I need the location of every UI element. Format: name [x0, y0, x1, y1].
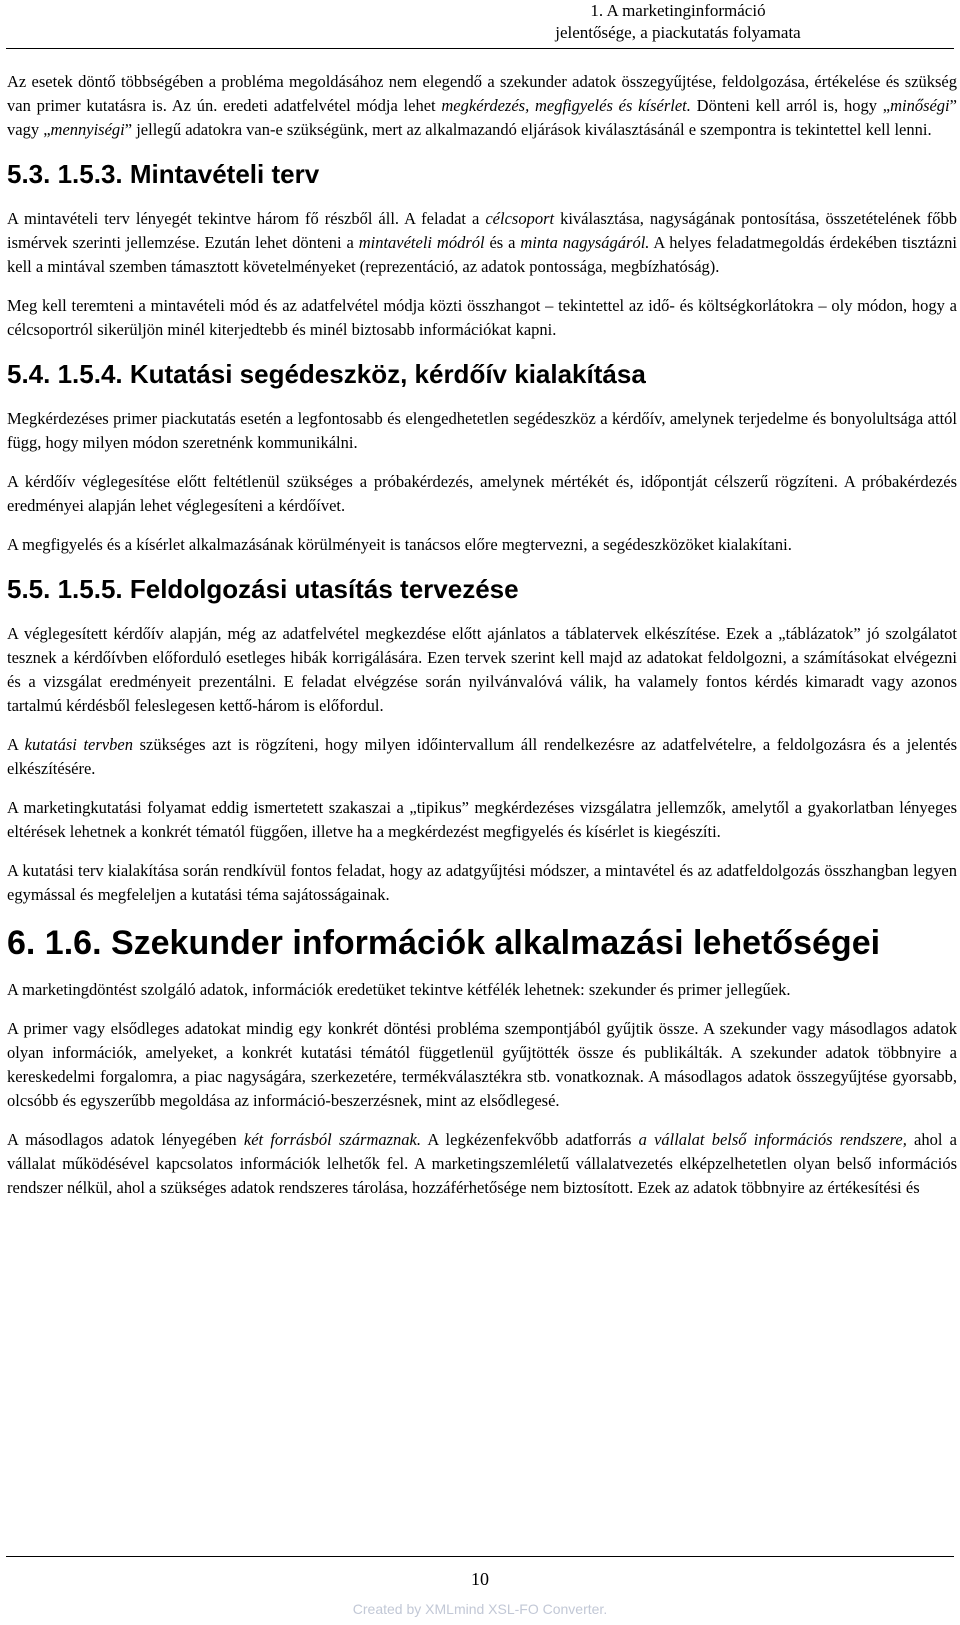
paragraph-szekunder-2: A primer vagy elsődleges adatokat mindig egy konkrét döntési probléma szempontjából gyűjtik össze. A szekunder vagy másodlagos adatok olyan információk, amelyeket, a konkrét kutatási témától függetlenül gyűjtötték össze és publikálták. A szekunder adatok többnyire a kereskedelmi forgalomra, a piac nagyságára, szerkezetére, termékválasztékra stb. vonatkoznak. A másodlagos adatok összegyűjtése gyorsabb, olcsóbb és egyszerűbb megoldása az információ-beszerzésnek, mint az elsődlegesé.: [7, 1019, 957, 1110]
paragraph-feldolgozas-1: A véglegesített kérdőív alapján, még az adatfelvétel megkezdése előtt ajánlatos a táblatervek elkészítése. Ezek a „táblázatok” jó szolgálatot tesznek a kérdőívben előforduló esetleges hibák korrigálására. Ezen tervek szerint kell majd az adatokat feldolgozni, a számításokat elvégezni és a vizsgálat eredményeit prezentálni. E feladat elvégzése során nyilvánvalóvá válik, ha valamely fontos kérdés kimaradt vagy azonos tartalmú kérdésből feleslegesen kettő-három is előfordul.: [7, 624, 957, 715]
text-segment: kiválasztása, nagyságának pontosítása, összetételének főbb ismérvek szerinti jellemzése. Ezután lehet dönteni a: [7, 209, 958, 252]
running-header-line-1: 1. A marketinginformáció: [590, 1, 766, 20]
paragraph-mintaveteli-2: Meg kell teremteni a mintavételi mód és az adatfelvétel módja közti összhangot – tekintettel az idő- és költségkorlátokra – oly módon, hogy a célcsoportról sikerüljön minél kiterjedtebb és minél biztosabb információkat kapni.: [7, 296, 957, 339]
text-segment: és a: [484, 233, 521, 252]
paragraph-feldolgozas-4: A kutatási terv kialakítása során rendkívül fontos feladat, hogy az adatgyűjtési módszer, a mintavétel és az adatfeldolgozás összhangban legyen egymással és megfeleljen a kutatási téma sajátosságainak.: [7, 861, 957, 904]
paragraph-szekunder-1: A marketingdöntést szolgáló adatok, információk eredetüket tekintve kétfélék lehetnek: szekunder és primer jellegűek.: [7, 980, 791, 999]
section-heading-mintaveteli-terv: 5.3. 1.5.3. Mintavételi terv: [7, 159, 320, 189]
chapter-heading-szekunder-informaciok: 6. 1.6. Szekunder információk alkalmazási lehetőségei: [7, 924, 881, 962]
header-rule: [6, 48, 954, 49]
text-segment: ” jellegű adatokra van-e szükségünk, mert az alkalmazandó eljárások kiválasztásánál e szempontra is tekintettel kell lenni.: [124, 120, 932, 139]
paragraph-szekunder-3: [7, 1128, 957, 1200]
footer-rule: [6, 1556, 954, 1557]
emphasis-text: megkérdezés, megfigyelés és kísérlet.: [441, 96, 691, 115]
section-heading-kutatasi-segedeszkoz: 5.4. 1.5.4. Kutatási segédeszköz, kérdőív kialakítása: [7, 359, 646, 389]
emphasis-text: kutatási tervben: [24, 735, 133, 754]
text-segment: ahol a vállalat működésével kapcsolatos információk lelhetők fel. A marketingszemléletű vállalatvezetés elképzelhetetlen olyan belső információs rendszer nélkül, ahol a szükséges adatok rendszeres tárolása, hozzáférhetősége nem biztosított. Ezek az adatok többnyire az értékesítési és: [7, 1130, 957, 1197]
text-segment: ” vagy „: [7, 96, 957, 139]
emphasis-text: célcsoport: [485, 209, 555, 228]
page-body: [7, 70, 957, 1200]
running-header: [418, 0, 938, 44]
paragraph-mintaveteli-1: [7, 207, 957, 279]
page-number: 10: [471, 1569, 489, 1589]
text-segment: szükséges azt is rögzíteni, hogy milyen időintervallum áll rendelkezésre az adatfelvételre, a feldolgozásra és a jelentés elkészítésére.: [7, 735, 958, 778]
paragraph-kerdoiv-3: A megfigyelés és a kísérlet alkalmazásának körülményeit is tanácsos előre megtervezni, a segédeszközöket kialakítani.: [7, 535, 792, 554]
paragraph-kerdoiv-2: A kérdőív véglegesítése előtt feltétlenül szükséges a próbakérdezés, amelynek mértékét és, időpontját célszerű rögzíteni. A próbakérdezés eredményei alapján lehet véglegesíteni a kérdőívet.: [7, 472, 957, 515]
emphasis-text: mintavételi módról: [358, 233, 485, 252]
text-segment: Az esetek döntő többségében a probléma megoldásához nem elegendő a szekunder adatok összegyűjtése, feldolgozása, értékelése és szükség van primer kutatásra is. Az ún. eredeti adatfelvétel módja lehet: [7, 72, 957, 115]
text-segment: A: [7, 735, 25, 754]
emphasis-text: minőségi: [890, 96, 950, 115]
section-heading-feldolgozasi-utasitas: 5.5. 1.5.5. Feldolgozási utasítás tervezése: [7, 574, 519, 604]
text-segment: A legkézenfekvőbb adatforrás: [421, 1130, 639, 1149]
text-segment: A helyes feladatmegoldás érdekében tisztázni kell a mintával szemben támasztott követelményeket (reprezentáció, az adatok pontossága, megbízhatóság).: [7, 233, 957, 276]
paragraph-intro: [7, 70, 957, 142]
emphasis-text: mennyiségi: [50, 120, 125, 139]
emphasis-text: minta nagyságáról.: [520, 233, 650, 252]
emphasis-text: a vállalat belső információs rendszere,: [638, 1130, 907, 1149]
converter-credit: Created by XMLmind XSL-FO Converter.: [352, 1601, 608, 1617]
paragraph-kerdoiv-1: Megkérdezéses primer piackutatás esetén a legfontosabb és elengedhetetlen segédeszköz a kérdőív, amelynek terjedelme és bonyolultsága attól függ, hogy milyen módon szeretnénk kommunikálni.: [7, 409, 957, 452]
text-segment: Dönteni kell arról is, hogy „: [690, 96, 891, 115]
paragraph-feldolgozas-3: A marketingkutatási folyamat eddig ismertetett szakaszai a „tipikus” megkérdezéses vizsgálatra jellemzők, amelytől a gyakorlatban lényeges eltérések lehetnek a konkrét tématól függően, illetve ha a megkérdezést megfigyelés és kísérlet is kiegészíti.: [7, 798, 957, 841]
text-segment: A másodlagos adatok lényegében: [7, 1130, 244, 1149]
paragraph-feldolgozas-2: [7, 733, 957, 781]
text-segment: A mintavételi terv lényegét tekintve három fő részből áll. A feladat a: [7, 209, 486, 228]
emphasis-text: két forrásból származnak.: [243, 1130, 422, 1149]
running-header-line-2: jelentősége, a piackutatás folyamata: [555, 23, 801, 42]
